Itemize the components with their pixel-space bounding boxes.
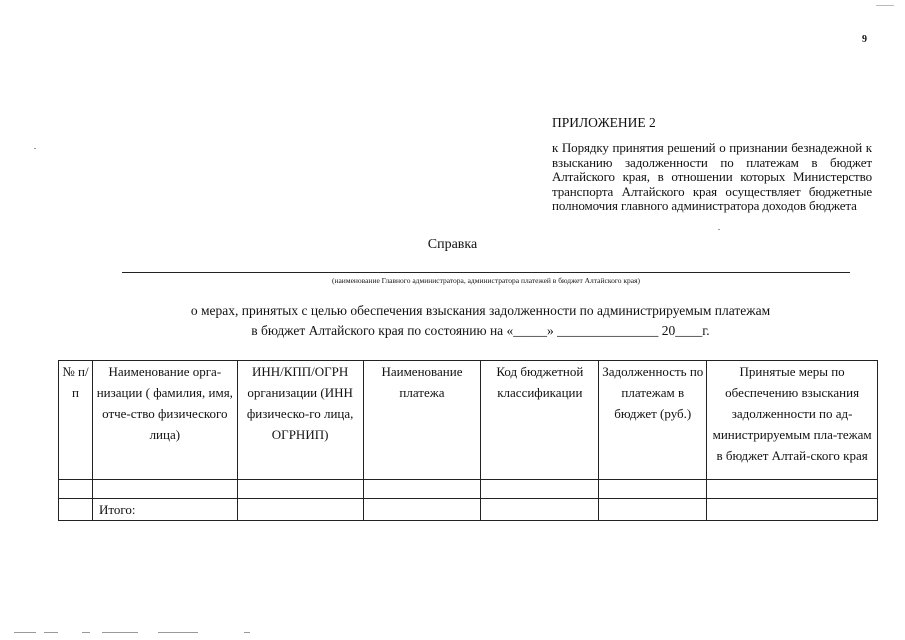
header-inn: ИНН/КПП/ОГРН организации (ИНН физическо-го лица, ОГРНИП) <box>237 361 363 480</box>
administrator-name-line <box>122 272 850 273</box>
table-cell <box>237 499 363 521</box>
table-cell <box>363 499 481 521</box>
header-payment-name: Наименование платежа <box>363 361 481 480</box>
purpose-line-1: о мерах, принятых с целью обеспечения взыскания задолженности по администрируемым платежам <box>190 303 771 318</box>
header-measures: Принятые меры по обеспечению взыскания задолженности по ад-министрируемым пла-тежам в бюджет Алтай-ского края <box>707 361 878 480</box>
table-cell <box>363 480 481 499</box>
appendix-text: к Порядку принятия решений о признании безнадежной к взысканию задолженности по платежам в бюджет Алтайского края, в отношении которых Министерство транспорта Алтайского края осуществляет бюджетные полномочия главного администратора доходов бюджета <box>552 140 872 214</box>
scan-artifacts <box>0 632 260 634</box>
table-cell <box>707 499 878 521</box>
administrator-name-caption: (наименование Главного администратора, администратора платежей в бюджет Алтайского края) <box>331 276 641 285</box>
header-number: № п/п <box>59 361 93 480</box>
page-number: 9 <box>862 34 867 45</box>
scan-speck <box>34 148 36 149</box>
header-budget-code: Код бюджетной классификации <box>481 361 599 480</box>
table-row <box>59 480 878 499</box>
table-cell <box>92 480 237 499</box>
header-debt: Задолженность по платежам в бюджет (руб.) <box>599 361 707 480</box>
appendix-title: ПРИЛОЖЕНИЕ 2 <box>552 115 656 130</box>
top-edge-mark <box>876 5 894 6</box>
purpose-line-2: в бюджет Алтайского края по состоянию на «_____» _______________ 20____г. <box>251 323 710 338</box>
document-title: Справка <box>427 237 478 252</box>
table-cell <box>59 499 93 521</box>
table-cell <box>481 480 599 499</box>
table-cell <box>481 499 599 521</box>
table-header-row <box>59 361 878 480</box>
table-cell <box>599 480 707 499</box>
table-cell <box>599 499 707 521</box>
header-organization: Наименование орга-низации ( фамилия, имя, отче-ство физического лица) <box>92 361 237 480</box>
table-cell <box>707 480 878 499</box>
table-cell <box>59 480 93 499</box>
total-row <box>59 499 878 521</box>
total-label: Итого: <box>92 499 237 521</box>
table-cell <box>237 480 363 499</box>
measures-table <box>58 360 878 521</box>
scan-speck <box>718 229 720 230</box>
